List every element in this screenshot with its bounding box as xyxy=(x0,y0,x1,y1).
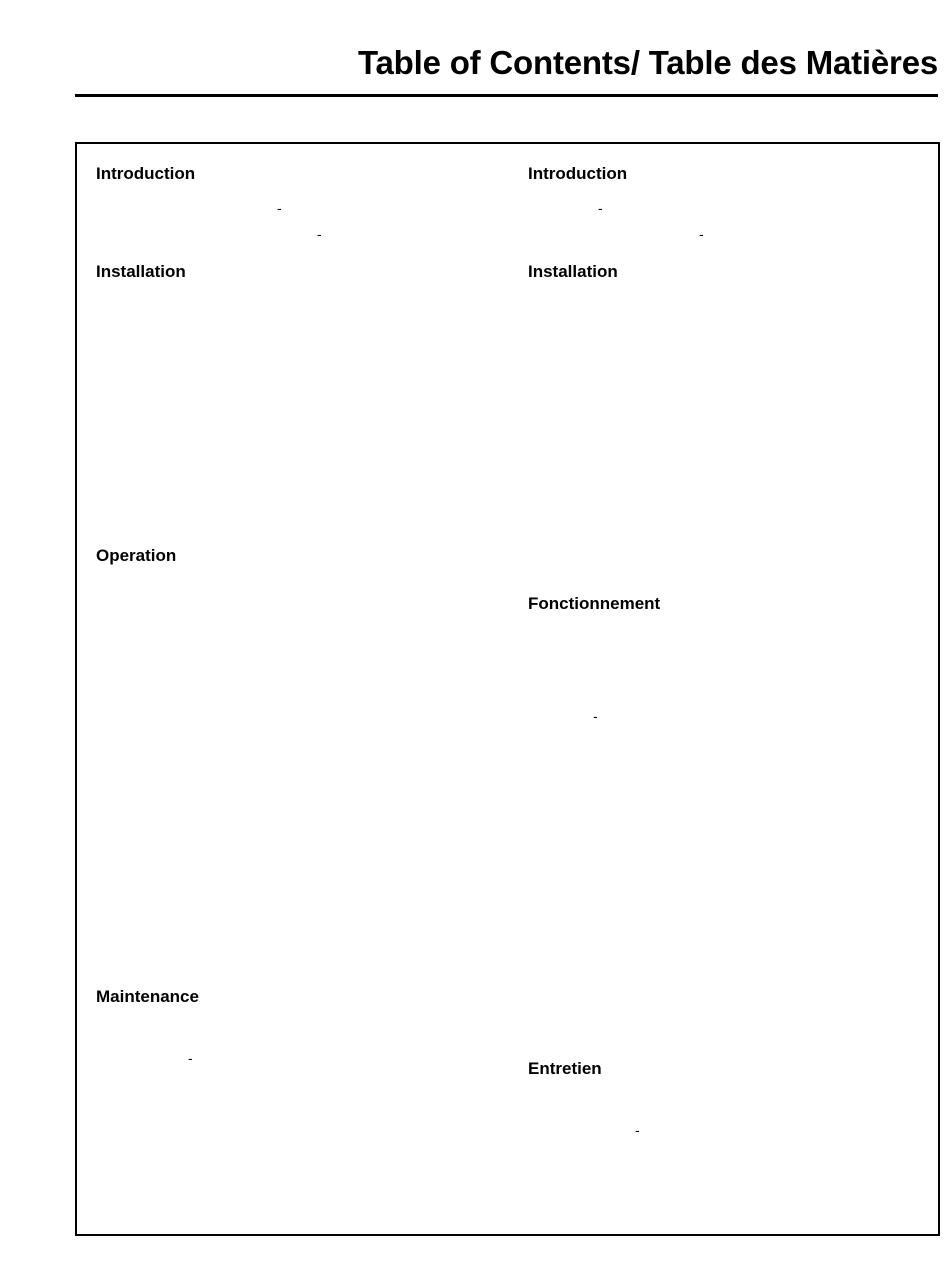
toc-heading-installation-en: Installation xyxy=(96,262,186,281)
toc-heading-maintenance-en: Maintenance xyxy=(96,987,199,1006)
toc-heading-introduction-en: Introduction xyxy=(96,164,196,183)
toc-heading-entretien-fr: Entretien xyxy=(528,1059,602,1078)
title-rule xyxy=(75,94,938,97)
toc-entry-dash: - xyxy=(317,226,322,242)
toc-entry-dash: - xyxy=(593,708,598,724)
toc-heading-introduction-fr: Introduction xyxy=(528,164,628,183)
toc-entry-dash: - xyxy=(635,1122,640,1138)
toc-heading-installation-fr: Installation xyxy=(528,262,618,281)
toc-entry-dash: - xyxy=(699,226,704,242)
toc-heading-fonctionnement-fr: Fonctionnement xyxy=(528,594,661,613)
toc-box xyxy=(75,142,940,1236)
toc-entry-dash: - xyxy=(188,1050,193,1066)
toc-heading-operation-en: Operation xyxy=(96,546,177,565)
page-title: Table of Contents/ Table des Matières xyxy=(358,44,938,81)
toc-entry-dash: - xyxy=(598,200,603,216)
toc-entry-dash: - xyxy=(277,200,282,216)
